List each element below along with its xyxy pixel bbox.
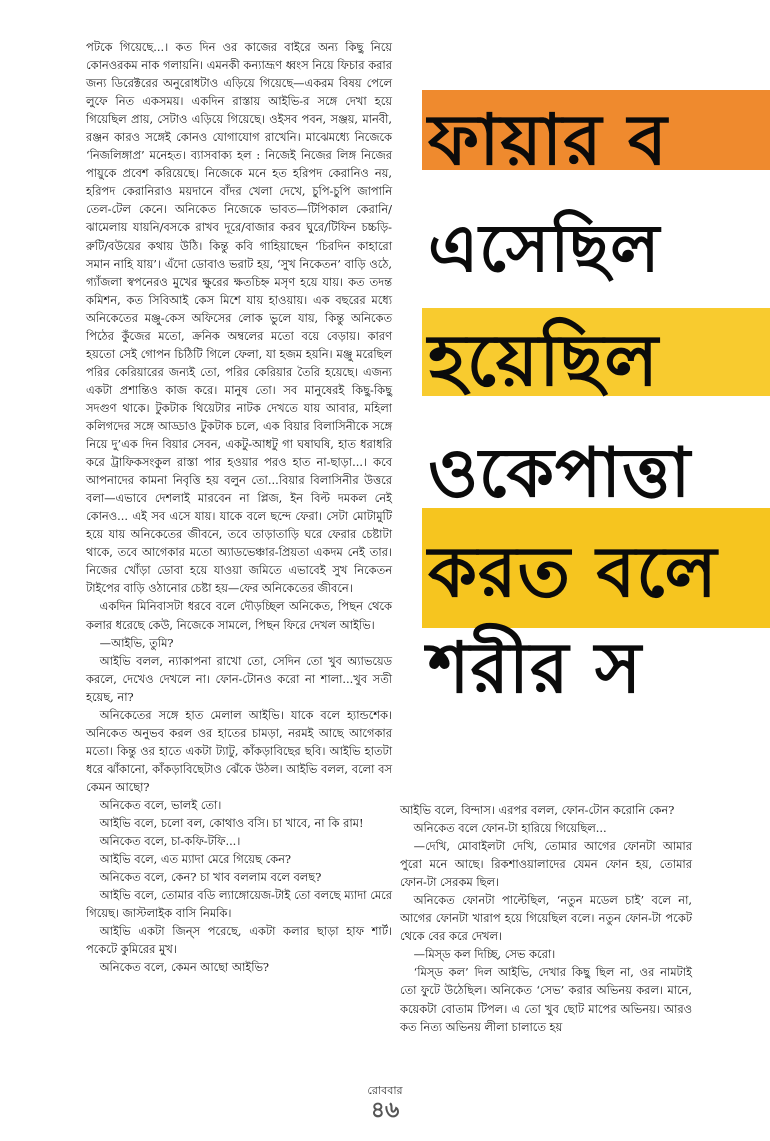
paragraph: ‘মিস্‌ড কল’ দিল আইভি, দেখার কিছু ছিল না, ওর নামটাই তো ফুটে উঠেছিল। অনিকেত ‘সেভ’ করার অভিনয় করল। মানে, কয়েকটা বোতাম টিপল। এ তো খুব ছোট মাপের অভিনয়। আরও কত নিত্য অভিনয় লীলা চালাতে হয় <box>400 965 692 1034</box>
headline-line-3: হয়েছিল <box>428 318 660 402</box>
paragraph: —মিস্‌ড কল দিচ্ছি, সেভ করো। <box>413 947 556 962</box>
paragraph: অনিকেত বলে, ভালই তো। <box>99 797 222 812</box>
paragraph: আইভি বলে, এত ম্যাদা মেরে গিয়েছ কেন? <box>99 852 292 867</box>
paragraph: অনিকেত বলে ফোন-টা হারিয়ে গিয়েছিল... <box>413 821 607 836</box>
paragraph: —দেখি, মোবাইলটা দেখি, তোমার আগের ফোনটা আমার পুরো মনে আছে। রিকশাওয়ালাদের যেমন ফোন হয়, তোমার ফোন-টা সেরকম ছিল। <box>400 839 692 890</box>
paragraph: অনিকেত বলে, কেন? চা খাব বললাম বলে বলছ? <box>99 870 322 885</box>
page-number: ৪৬ <box>370 1098 400 1123</box>
paragraph: আইভি একটা জিন্‌স পরেছে, একটা কলার ছাড়া হাফ শার্ট। পকেটে কুমিরের মুখ। <box>86 924 392 957</box>
paragraph: —আইভি, তুমি? <box>99 635 174 650</box>
paragraph: পটকে গিয়েছে...। কত দিন ওর কাজের বাইরে অন্য কিছু নিয়ে কোনওরকম নাক গলায়নি। এমনকী কন্যাভ্রূণ ধ্বংস নিয়ে ফিচার করার জন্য ডিরেক্টরের অনুরোধটাও এড়িয়ে গিয়েছে—একরম বিষয় পেলে লুফে নিত একসময়। একদিন রাস্তায় আইভি-র সঙ্গে দেখা হয়ে গিয়েছিল প্রায়, সেটাও এড়িয়ে গিয়েছে। ওইসব পবন, সঞ্জয়, মানবী, রঞ্জন কারও সঙ্গেই কোনও যোগাযোগ রাখেনি। মাঝেমধ্যে নিজেকে ‘নিজলিঙ্গাপ্ৰ’ মনেহত। ব্যাসবাক্য হল : নিজেই নিজের লিঙ্গ নিজের পায়ুকে প্রবেশ করিয়েছে। নিজেকে মনে হত হরিপদ কেরানিও নয়, হরিপদ কেরানিরাও ময়দানে বাঁদর খেলা দেখে, চুপি-চুপি জাপানি তেল-টেল কেনে। অনিকেত নিজেকে ভাবত—টিপিকাল কেরানি/ঝামেলায় যায়নি/বসকে রাখব দূরে/বাজার করব ঘুরে/টিফিন চচ্চড়ি-রুটি/বউয়ের কথায় উঠি। কিন্তু কবি গাহিয়াছেন ‘চিরদিন কাহারো সমান নাহি যায়’। এঁদো ডোবাও ভরাট হয়, ‘সুখ নিকেতন’ বাড়ি ওঠে, গ্যাঁজলা স্বপনেরও মুখের ক্ষুরের ক্ষতচিহ্ন মসৃণ হয়ে যায়। কত তদন্ত কমিশন, কত সিবিআই কেস মিশে যায় হাওয়ায়। এক বছরের মধ্যে অনিকেতের মঞ্জু-কেস অফিসের লোক ভুলে যায়, কিন্তু অনিকেত পিঠের কুঁজের মতো, ক্রনিক অম্বলের মতো বয়ে বেড়ায়। কারণ হয়তো সেই গোপন চিঠিটি গিলে ফেলা, যা হজম হয়নি। মঞ্জু মরেছিল পরির কেরিয়ারের জন্যই তো, পরির কেরিয়ার তৈরি হয়েছে। এজন্য একটা প্রশান্তিও কাজ করে। মানুষ তো। সব মানুষেরই কিছু-কিছু সদগুণ থাকে। টুকটাক থিয়েটার নাটক দেখতে যায় আবার, মহিলা কলিগদের সঙ্গে আড্ডাও টুকটাক চলে, এক বিয়ার বিলাসিনীকে সঙ্গে নিয়ে দু’এক দিন বিয়ার সেবন, একটু-আধটু গা ঘষাঘষি, হাত ধরাধরি করে ট্রাফিকসংকুল রাস্তা পার হওয়ার পরও হাত না-ছাড়া...। কবে আপনাদের কামনা নিবৃত্তি হয় বলুন তো...বিয়ার বিলাসিনীর উত্তরে বলা—এভাবে দেশলাই মারবেন না প্লিজ, ইন বিল্ট দমকল নেই কোনও... এই সব এসে যায়। যাকে বলে ছন্দে ফেরা। সেটা মোটামুটি হয়ে যায় অনিকেতের জীবনে, তবে তাড়াতাড়ি ঘরে ফেরার চেষ্টাটা থাকে, তবে আগেকার মতো অ্যাডভেঞ্চার-প্রিয়তা একদম নেই তার। নিজের খোঁড়া ডোবা হয়ে যাওয়া জমিতে এভাবেই সুখ নিকেতন টাইপের বাড়ি ওঠানোর চেষ্টা হয়—ফের অনিকেতের জীবনে। <box>86 40 392 596</box>
paragraph: আইভি বলে, চলো বল, কোথাও বসি। চা খাবে, না কি রাম! <box>99 816 364 831</box>
paragraph: আইভি বলে, বিন্দাস। এরপর বলল, ফোন-টোন করোনি কেন? <box>400 803 675 817</box>
left-text-column <box>86 38 392 976</box>
right-text-column <box>400 801 692 1036</box>
paragraph: আইভি বলল, ন্যাকাপনা রাখো তো, সেদিন তো খুব অ্যাভয়েড করলে, দেখেও দেখলে না। ফোন-টোনও করো না শালা...খুব সতী হয়েছ, না? <box>86 653 392 704</box>
paragraph: অনিকেত বলে, কেমন আছো আইভি? <box>99 960 270 975</box>
headline-artwork <box>400 80 770 730</box>
paragraph: আইভি বলে, তোমার বডি ল্যাঙ্গোয়েজ-টাই তো বলছে ম্যাদা মেরে গিয়েছ। জাস্টলাইক বাসি নিমকি। <box>86 888 392 921</box>
headline-line-4: ওকেপাত্তা <box>428 434 692 513</box>
page-footer <box>0 1084 770 1124</box>
paragraph: একদিন মিনিবাসটা ধরবে বলে দৌড়চ্ছিল অনিকেত, পিছন থেকে কলার ধরেছে কেউ, নিজেকে সামলে, পিছন ফিরে দেখল আইভি। <box>86 599 392 632</box>
paragraph: অনিকেত বলে, চা-কফি-টফি...। <box>99 834 241 849</box>
headline-line-5: করত বলে <box>428 531 718 613</box>
paragraph: অনিকেত ফোনটা পাল্টেছিল, ‘নতুন মডেল চাই’ বলে না, আগের ফোনটা খারাপ হয়ে গিয়েছিল বলে। নতুন ফোন-টা পকেট থেকে বের করে দেখল। <box>400 893 692 944</box>
headline-line-1: ফায়ার ব <box>428 99 668 181</box>
headline-line-2: এসেছিল <box>428 210 661 287</box>
headline-line-6: শরীর স <box>428 627 643 709</box>
magazine-name: রোববার <box>367 1084 403 1097</box>
paragraph: অনিকেতের সঙ্গে হাত মেলাল আইভি। যাকে বলে হ্যান্ডশেক। অনিকেত অনুভব করল ওর হাতের চামড়া, নরমই আছে আগেকার মতো। কিন্তু ওর হাতে একটা ট্যাটু, কাঁকড়াবিছের ছবি। আইভি হাতটা ধরে ঝাঁকানো, কাঁকড়াবিছেটাও ঝেঁকে উঠল। আইভি বলল, বলো বস কেমন আছো? <box>86 707 392 794</box>
